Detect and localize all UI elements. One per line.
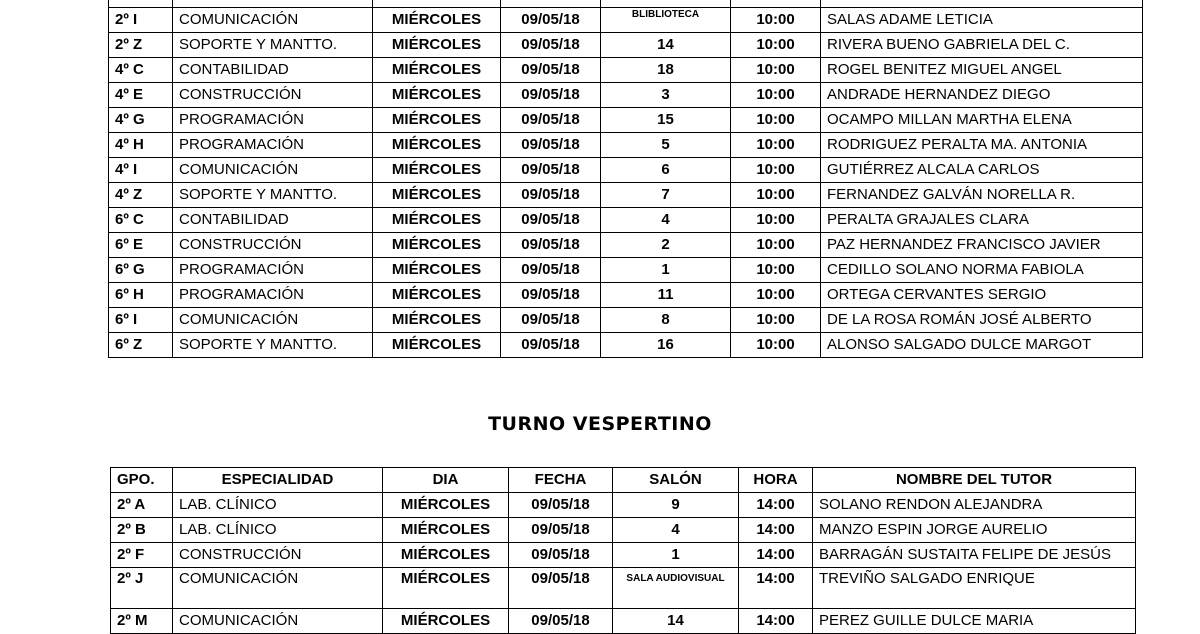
table-row <box>109 283 1143 308</box>
cell-group: 2º B <box>111 518 173 543</box>
cell-day: MIÉRCOLES <box>373 258 501 283</box>
cell-day: MIÉRCOLES <box>373 233 501 258</box>
cell-specialty: SOPORTE Y MANTTO. <box>173 33 373 58</box>
cell-tutor: MANZO ESPIN JORGE AURELIO <box>813 518 1136 543</box>
cell-room: 6 <box>601 158 731 183</box>
cell-tutor: RIVERA BUENO GABRIELA DEL C. <box>821 33 1143 58</box>
cell-day: MIÉRCOLES <box>373 308 501 333</box>
cell-date <box>501 0 601 8</box>
cell-group: 4º I <box>109 158 173 183</box>
cell-tutor: SOLANO RENDON ALEJANDRA <box>813 493 1136 518</box>
cell-specialty: CONSTRUCCIÓN <box>173 233 373 258</box>
cell-tutor: OCAMPO MILLAN MARTHA ELENA <box>821 108 1143 133</box>
cell-tutor: PERALTA GRAJALES CLARA <box>821 208 1143 233</box>
cell-time: 10:00 <box>731 158 821 183</box>
cell-group: 2º M <box>111 609 173 634</box>
header-day: DIA <box>383 468 509 493</box>
cell-time: 10:00 <box>731 308 821 333</box>
table-row <box>109 208 1143 233</box>
cell-date: 09/05/18 <box>501 333 601 358</box>
cell-room: BLIBLIOTECA <box>601 8 731 33</box>
cell-day: MIÉRCOLES <box>373 58 501 83</box>
cell-time <box>731 0 821 8</box>
table-row <box>111 568 1136 609</box>
table-row <box>111 543 1136 568</box>
cell-tutor <box>821 0 1143 8</box>
cell-date: 09/05/18 <box>501 283 601 308</box>
cell-group: 4º C <box>109 58 173 83</box>
cell-date: 09/05/18 <box>509 609 613 634</box>
cell-time: 14:00 <box>739 493 813 518</box>
table-row <box>109 83 1143 108</box>
cell-group: 6º G <box>109 258 173 283</box>
cell-date: 09/05/18 <box>509 543 613 568</box>
cell-tutor: ORTEGA CERVANTES SERGIO <box>821 283 1143 308</box>
table-row <box>111 493 1136 518</box>
cell-group: 2º A <box>111 493 173 518</box>
header-room: SALÓN <box>613 468 739 493</box>
cell-time: 14:00 <box>739 568 813 609</box>
header-time: HORA <box>739 468 813 493</box>
cell-day: MIÉRCOLES <box>383 568 509 609</box>
afternoon-schedule-table <box>110 467 1136 634</box>
cell-room: 1 <box>613 543 739 568</box>
cell-date: 09/05/18 <box>501 183 601 208</box>
cell-time: 10:00 <box>731 183 821 208</box>
cell-specialty: CONTABILIDAD <box>173 208 373 233</box>
cell-time: 10:00 <box>731 33 821 58</box>
cell-day: MIÉRCOLES <box>383 518 509 543</box>
cell-room: 5 <box>601 133 731 158</box>
cell-room <box>601 0 731 8</box>
cell-room: 9 <box>613 493 739 518</box>
cell-day: MIÉRCOLES <box>373 8 501 33</box>
cell-specialty: PROGRAMACIÓN <box>173 133 373 158</box>
cell-time: 10:00 <box>731 258 821 283</box>
cell-date: 09/05/18 <box>501 58 601 83</box>
cell-time: 10:00 <box>731 233 821 258</box>
cell-date: 09/05/18 <box>501 33 601 58</box>
cell-room: 2 <box>601 233 731 258</box>
cell-tutor: ANDRADE HERNANDEZ DIEGO <box>821 83 1143 108</box>
cell-time: 10:00 <box>731 333 821 358</box>
cell-date: 09/05/18 <box>509 493 613 518</box>
cell-room: 11 <box>601 283 731 308</box>
table-row <box>109 0 1143 8</box>
cell-room: 3 <box>601 83 731 108</box>
cell-group: 6º I <box>109 308 173 333</box>
cell-room: 8 <box>601 308 731 333</box>
cell-specialty: COMUNICACIÓN <box>173 8 373 33</box>
cell-group: 2º Z <box>109 33 173 58</box>
table-row <box>109 333 1143 358</box>
cell-specialty <box>173 0 373 8</box>
cell-time: 10:00 <box>731 133 821 158</box>
cell-date: 09/05/18 <box>501 108 601 133</box>
cell-time: 10:00 <box>731 208 821 233</box>
cell-room: SALA AUDIOVISUAL <box>613 568 739 609</box>
cell-specialty: COMUNICACIÓN <box>173 568 383 609</box>
cell-tutor: ALONSO SALGADO DULCE MARGOT <box>821 333 1143 358</box>
table-row <box>109 258 1143 283</box>
cell-room: 18 <box>601 58 731 83</box>
cell-room: 1 <box>601 258 731 283</box>
cell-tutor: TREVIÑO SALGADO ENRIQUE <box>813 568 1136 609</box>
cell-room: 14 <box>613 609 739 634</box>
cell-day: MIÉRCOLES <box>373 133 501 158</box>
cell-specialty: COMUNICACIÓN <box>173 158 373 183</box>
cell-group: 2º F <box>111 543 173 568</box>
header-tutor: NOMBRE DEL TUTOR <box>813 468 1136 493</box>
cell-date: 09/05/18 <box>501 208 601 233</box>
cell-time: 10:00 <box>731 108 821 133</box>
cell-time: 10:00 <box>731 283 821 308</box>
cell-day: MIÉRCOLES <box>373 183 501 208</box>
cell-specialty: PROGRAMACIÓN <box>173 258 373 283</box>
cell-day: MIÉRCOLES <box>383 543 509 568</box>
cell-day: MIÉRCOLES <box>373 333 501 358</box>
cell-room: 14 <box>601 33 731 58</box>
cell-day: MIÉRCOLES <box>373 83 501 108</box>
cell-day: MIÉRCOLES <box>383 609 509 634</box>
cell-time: 10:00 <box>731 8 821 33</box>
cell-specialty: LAB. CLÍNICO <box>173 493 383 518</box>
table-row <box>109 158 1143 183</box>
cell-group: 2º I <box>109 8 173 33</box>
cell-day: MIÉRCOLES <box>373 108 501 133</box>
cell-day: MIÉRCOLES <box>373 283 501 308</box>
table-row <box>109 108 1143 133</box>
cell-tutor: BARRAGÁN SUSTAITA FELIPE DE JESÚS <box>813 543 1136 568</box>
morning-schedule-table <box>108 0 1143 358</box>
table-row <box>109 33 1143 58</box>
cell-day: MIÉRCOLES <box>383 493 509 518</box>
cell-date: 09/05/18 <box>501 258 601 283</box>
cell-specialty: SOPORTE Y MANTTO. <box>173 333 373 358</box>
cell-room: 4 <box>613 518 739 543</box>
cell-group: 4º Z <box>109 183 173 208</box>
cell-specialty: PROGRAMACIÓN <box>173 108 373 133</box>
cell-group: 6º Z <box>109 333 173 358</box>
cell-tutor: PAZ HERNANDEZ FRANCISCO JAVIER <box>821 233 1143 258</box>
cell-day: MIÉRCOLES <box>373 33 501 58</box>
cell-tutor: FERNANDEZ GALVÁN NORELLA R. <box>821 183 1143 208</box>
header-group: GPO. <box>111 468 173 493</box>
cell-group <box>109 0 173 8</box>
cell-group: 2º J <box>111 568 173 609</box>
afternoon-shift-title: TURNO VESPERTINO <box>488 413 712 435</box>
cell-group: 6º E <box>109 233 173 258</box>
cell-group: 4º E <box>109 83 173 108</box>
cell-group: 4º G <box>109 108 173 133</box>
cell-date: 09/05/18 <box>509 568 613 609</box>
cell-day <box>373 0 501 8</box>
cell-specialty: CONSTRUCCIÓN <box>173 83 373 108</box>
table-row <box>109 308 1143 333</box>
cell-room: 4 <box>601 208 731 233</box>
cell-group: 6º C <box>109 208 173 233</box>
table-row <box>109 58 1143 83</box>
cell-tutor: GUTIÉRREZ ALCALA CARLOS <box>821 158 1143 183</box>
cell-group: 6º H <box>109 283 173 308</box>
header-date: FECHA <box>509 468 613 493</box>
cell-specialty: LAB. CLÍNICO <box>173 518 383 543</box>
table-header-row <box>111 468 1136 493</box>
cell-date: 09/05/18 <box>501 233 601 258</box>
cell-time: 14:00 <box>739 518 813 543</box>
cell-date: 09/05/18 <box>501 158 601 183</box>
table-row <box>109 8 1143 33</box>
cell-room: 16 <box>601 333 731 358</box>
cell-specialty: COMUNICACIÓN <box>173 609 383 634</box>
cell-tutor: PEREZ GUILLE DULCE MARIA <box>813 609 1136 634</box>
cell-tutor: ROGEL BENITEZ MIGUEL ANGEL <box>821 58 1143 83</box>
cell-day: MIÉRCOLES <box>373 158 501 183</box>
cell-tutor: RODRIGUEZ PERALTA MA. ANTONIA <box>821 133 1143 158</box>
cell-time: 10:00 <box>731 83 821 108</box>
cell-time: 14:00 <box>739 543 813 568</box>
table-row <box>109 233 1143 258</box>
cell-tutor: SALAS ADAME LETICIA <box>821 8 1143 33</box>
cell-specialty: CONSTRUCCIÓN <box>173 543 383 568</box>
cell-time: 10:00 <box>731 58 821 83</box>
cell-date: 09/05/18 <box>501 83 601 108</box>
cell-time: 14:00 <box>739 609 813 634</box>
table-row <box>111 518 1136 543</box>
table-row <box>109 183 1143 208</box>
cell-tutor: DE LA ROSA ROMÁN JOSÉ ALBERTO <box>821 308 1143 333</box>
cell-specialty: SOPORTE Y MANTTO. <box>173 183 373 208</box>
cell-date: 09/05/18 <box>501 8 601 33</box>
cell-group: 4º H <box>109 133 173 158</box>
cell-room: 15 <box>601 108 731 133</box>
cell-date: 09/05/18 <box>509 518 613 543</box>
table-row <box>109 133 1143 158</box>
cell-date: 09/05/18 <box>501 308 601 333</box>
cell-specialty: PROGRAMACIÓN <box>173 283 373 308</box>
cell-room: 7 <box>601 183 731 208</box>
cell-tutor: CEDILLO SOLANO NORMA FABIOLA <box>821 258 1143 283</box>
cell-specialty: CONTABILIDAD <box>173 58 373 83</box>
cell-day: MIÉRCOLES <box>373 208 501 233</box>
cell-specialty: COMUNICACIÓN <box>173 308 373 333</box>
cell-date: 09/05/18 <box>501 133 601 158</box>
header-specialty: ESPECIALIDAD <box>173 468 383 493</box>
